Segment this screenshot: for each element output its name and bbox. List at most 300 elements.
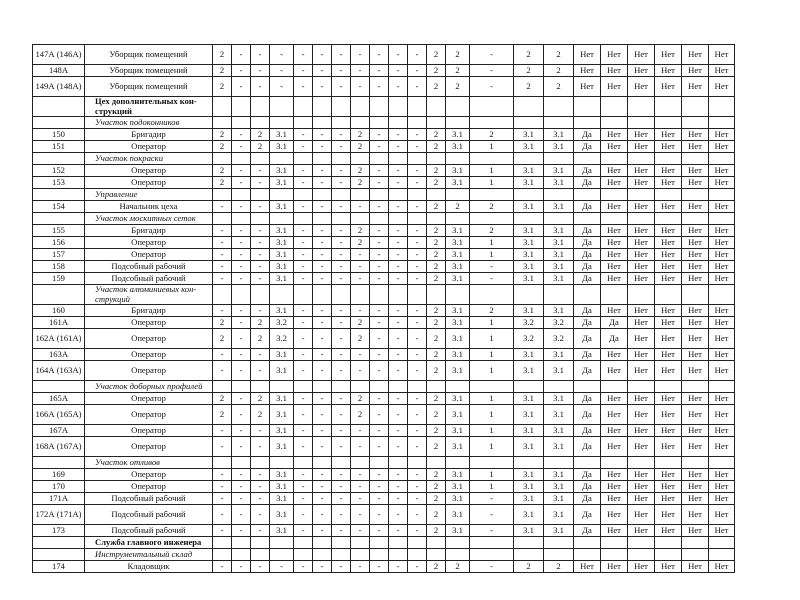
value-cell: - — [332, 505, 351, 525]
value-cell: - — [313, 561, 332, 573]
value-cell: 3.1 — [270, 305, 294, 317]
empty-cell — [682, 153, 709, 165]
value-cell: Нет — [655, 65, 682, 77]
value-cell: Нет — [628, 165, 655, 177]
value-cell: - — [408, 45, 427, 65]
empty-cell — [514, 381, 544, 393]
value-cell: - — [313, 129, 332, 141]
empty-cell — [251, 189, 270, 201]
value-cell: Нет — [628, 77, 655, 97]
value-cell: 2 — [251, 329, 270, 349]
value-cell: 3.1 — [514, 469, 544, 481]
value-cell: - — [408, 437, 427, 457]
value-cell: 2 — [351, 329, 370, 349]
value-cell: Да — [574, 249, 601, 261]
value-cell: 2 — [427, 305, 446, 317]
value-cell: Нет — [628, 405, 655, 425]
empty-cell — [370, 153, 389, 165]
value-cell: - — [408, 77, 427, 97]
value-cell: - — [232, 361, 251, 381]
value-cell: 3.1 — [446, 493, 470, 505]
value-cell: Нет — [709, 393, 735, 405]
value-cell: Нет — [601, 249, 628, 261]
value-cell: Нет — [682, 77, 709, 97]
value-cell: - — [408, 493, 427, 505]
value-cell: 2 — [351, 177, 370, 189]
value-cell: Нет — [709, 405, 735, 425]
value-cell: 2 — [427, 317, 446, 329]
value-cell: Нет — [574, 561, 601, 573]
position-name: Подсобный рабочий — [85, 493, 213, 505]
section-title: Управление — [85, 189, 213, 201]
value-cell: - — [294, 437, 313, 457]
empty-cell — [351, 97, 370, 117]
value-cell: 2 — [446, 561, 470, 573]
value-cell: Нет — [682, 493, 709, 505]
value-cell: - — [232, 317, 251, 329]
value-cell: - — [232, 261, 251, 273]
value-cell: - — [313, 141, 332, 153]
value-cell: - — [313, 45, 332, 65]
empty-cell — [332, 285, 351, 305]
empty-cell — [408, 189, 427, 201]
value-cell: 3.1 — [446, 225, 470, 237]
value-cell: - — [408, 425, 427, 437]
table-row — [33, 505, 735, 525]
empty-cell — [213, 381, 232, 393]
value-cell: 3.1 — [270, 261, 294, 273]
row-number: 152 — [33, 165, 85, 177]
value-cell: - — [408, 65, 427, 77]
position-name: Оператор — [85, 437, 213, 457]
empty-cell — [351, 153, 370, 165]
value-cell: Нет — [628, 505, 655, 525]
value-cell: 2 — [427, 469, 446, 481]
position-name: Бригадир — [85, 225, 213, 237]
empty-cell — [514, 537, 544, 549]
value-cell: 1 — [470, 249, 514, 261]
value-cell: 2 — [514, 561, 544, 573]
empty-cell — [446, 457, 470, 469]
empty-cell — [294, 549, 313, 561]
value-cell: - — [232, 505, 251, 525]
section-title: Инструментальный склад — [85, 549, 213, 561]
value-cell: Нет — [709, 261, 735, 273]
value-cell: Нет — [601, 469, 628, 481]
empty-cell — [313, 549, 332, 561]
value-cell: Нет — [655, 469, 682, 481]
value-cell: 1 — [470, 425, 514, 437]
value-cell: Да — [574, 225, 601, 237]
value-cell: - — [313, 393, 332, 405]
value-cell: Нет — [655, 201, 682, 213]
value-cell: - — [251, 505, 270, 525]
value-cell: 3.1 — [544, 361, 574, 381]
value-cell: Нет — [628, 469, 655, 481]
section-header-row — [33, 189, 735, 201]
empty-cell — [370, 285, 389, 305]
value-cell: - — [294, 45, 313, 65]
value-cell: Нет — [682, 505, 709, 525]
value-cell: Нет — [682, 141, 709, 153]
value-cell: - — [370, 65, 389, 77]
value-cell: - — [213, 437, 232, 457]
row-number: 161А — [33, 317, 85, 329]
empty-cell — [408, 285, 427, 305]
empty-cell — [655, 97, 682, 117]
value-cell: Нет — [655, 329, 682, 349]
row-number: 172А (171А) — [33, 505, 85, 525]
value-cell: 2 — [213, 129, 232, 141]
empty-cell — [389, 117, 408, 129]
empty-cell — [709, 381, 735, 393]
value-cell: Нет — [655, 361, 682, 381]
value-cell: Нет — [628, 45, 655, 65]
table-row — [33, 273, 735, 285]
value-cell: - — [313, 201, 332, 213]
value-cell: 3.1 — [270, 165, 294, 177]
value-cell: 3.1 — [270, 437, 294, 457]
value-cell: 2 — [427, 165, 446, 177]
table-row — [33, 469, 735, 481]
value-cell: - — [332, 329, 351, 349]
empty-cell — [427, 97, 446, 117]
value-cell: 3.1 — [514, 129, 544, 141]
empty-cell — [270, 153, 294, 165]
empty-cell — [574, 457, 601, 469]
value-cell: - — [332, 165, 351, 177]
empty-cell — [427, 381, 446, 393]
section-header-row — [33, 285, 735, 305]
empty-cell — [514, 549, 544, 561]
value-cell: - — [389, 225, 408, 237]
value-cell: - — [270, 45, 294, 65]
value-cell: Нет — [655, 493, 682, 505]
empty-cell — [655, 537, 682, 549]
value-cell: - — [251, 493, 270, 505]
value-cell: - — [213, 237, 232, 249]
empty-cell — [574, 285, 601, 305]
value-cell: - — [313, 65, 332, 77]
value-cell: - — [332, 261, 351, 273]
empty-cell — [389, 549, 408, 561]
value-cell: 3.1 — [446, 405, 470, 425]
value-cell: - — [351, 261, 370, 273]
value-cell: Нет — [709, 525, 735, 537]
value-cell: Нет — [709, 481, 735, 493]
empty-cell — [270, 97, 294, 117]
value-cell: Нет — [601, 273, 628, 285]
value-cell: 3.1 — [270, 361, 294, 381]
empty-cell — [332, 213, 351, 225]
value-cell: 3.1 — [544, 177, 574, 189]
table-row — [33, 361, 735, 381]
value-cell: 3.2 — [514, 329, 544, 349]
empty-cell — [514, 97, 544, 117]
empty-cell — [427, 285, 446, 305]
value-cell: - — [332, 349, 351, 361]
position-name: Оператор — [85, 393, 213, 405]
empty-cell — [213, 153, 232, 165]
value-cell: 3.1 — [514, 261, 544, 273]
value-cell: - — [408, 469, 427, 481]
value-cell: - — [332, 393, 351, 405]
value-cell: - — [251, 273, 270, 285]
value-cell: 3.1 — [544, 305, 574, 317]
empty-cell — [682, 549, 709, 561]
value-cell: 3.1 — [544, 505, 574, 525]
value-cell: Да — [574, 481, 601, 493]
value-cell: - — [408, 481, 427, 493]
row-number: 149А (148А) — [33, 77, 85, 97]
empty-cell — [33, 381, 85, 393]
value-cell: Нет — [682, 305, 709, 317]
value-cell: 3.1 — [544, 225, 574, 237]
empty-cell — [270, 381, 294, 393]
value-cell: 2 — [427, 437, 446, 457]
value-cell: 2 — [427, 201, 446, 213]
empty-cell — [574, 537, 601, 549]
empty-cell — [33, 213, 85, 225]
value-cell: Нет — [682, 437, 709, 457]
empty-cell — [514, 189, 544, 201]
empty-cell — [544, 189, 574, 201]
value-cell: Нет — [655, 273, 682, 285]
value-cell: - — [389, 129, 408, 141]
value-cell: - — [370, 469, 389, 481]
row-number: 162А (161А) — [33, 329, 85, 349]
value-cell: - — [232, 129, 251, 141]
value-cell: - — [351, 273, 370, 285]
row-number: 171А — [33, 493, 85, 505]
empty-cell — [709, 549, 735, 561]
table-row — [33, 305, 735, 317]
empty-cell — [332, 549, 351, 561]
value-cell: - — [408, 249, 427, 261]
value-cell: 3.1 — [446, 237, 470, 249]
value-cell: Нет — [655, 249, 682, 261]
value-cell: - — [213, 361, 232, 381]
value-cell: - — [470, 273, 514, 285]
value-cell: Нет — [655, 77, 682, 97]
value-cell: 1 — [470, 349, 514, 361]
empty-cell — [232, 213, 251, 225]
value-cell: 3.1 — [270, 225, 294, 237]
value-cell: 3.1 — [446, 177, 470, 189]
value-cell: Нет — [709, 349, 735, 361]
value-cell: - — [370, 45, 389, 65]
value-cell: - — [313, 405, 332, 425]
empty-cell — [251, 457, 270, 469]
empty-cell — [313, 537, 332, 549]
value-cell: - — [370, 493, 389, 505]
value-cell: 3.1 — [544, 425, 574, 437]
value-cell: - — [408, 317, 427, 329]
value-cell: - — [313, 177, 332, 189]
value-cell: 2 — [427, 273, 446, 285]
value-cell: Нет — [655, 129, 682, 141]
value-cell: - — [313, 249, 332, 261]
value-cell: Нет — [601, 425, 628, 437]
value-cell: 2 — [427, 177, 446, 189]
value-cell: 3.1 — [270, 525, 294, 537]
value-cell: Нет — [709, 329, 735, 349]
value-cell: - — [370, 249, 389, 261]
section-title: Цех дополнительных кон-струкций — [85, 97, 213, 117]
value-cell: 1 — [470, 329, 514, 349]
value-cell: 3.2 — [270, 317, 294, 329]
value-cell: - — [294, 525, 313, 537]
value-cell: 1 — [470, 361, 514, 381]
value-cell: - — [370, 225, 389, 237]
empty-cell — [574, 549, 601, 561]
value-cell: Нет — [682, 561, 709, 573]
empty-cell — [470, 117, 514, 129]
value-cell: - — [213, 261, 232, 273]
position-name: Оператор — [85, 249, 213, 261]
empty-cell — [370, 213, 389, 225]
value-cell: Нет — [682, 317, 709, 329]
position-name: Оператор — [85, 469, 213, 481]
value-cell: - — [408, 505, 427, 525]
position-name: Начальник цеха — [85, 201, 213, 213]
value-cell: - — [389, 329, 408, 349]
empty-cell — [270, 213, 294, 225]
value-cell: - — [251, 225, 270, 237]
value-cell: - — [251, 65, 270, 77]
value-cell: - — [408, 361, 427, 381]
empty-cell — [544, 213, 574, 225]
value-cell: - — [332, 65, 351, 77]
empty-cell — [544, 549, 574, 561]
value-cell: - — [270, 77, 294, 97]
empty-cell — [655, 117, 682, 129]
value-cell: - — [389, 317, 408, 329]
value-cell: - — [389, 273, 408, 285]
value-cell: Нет — [682, 361, 709, 381]
value-cell: Нет — [709, 317, 735, 329]
value-cell: - — [470, 493, 514, 505]
value-cell: - — [389, 437, 408, 457]
empty-cell — [709, 537, 735, 549]
empty-cell — [313, 189, 332, 201]
value-cell: - — [389, 361, 408, 381]
value-cell: - — [232, 177, 251, 189]
value-cell: 2 — [213, 329, 232, 349]
empty-cell — [446, 117, 470, 129]
empty-cell — [709, 97, 735, 117]
value-cell: - — [332, 177, 351, 189]
empty-cell — [351, 537, 370, 549]
value-cell: Нет — [682, 201, 709, 213]
value-cell: - — [313, 317, 332, 329]
empty-cell — [628, 153, 655, 165]
value-cell: - — [389, 165, 408, 177]
empty-cell — [313, 153, 332, 165]
value-cell: Нет — [574, 45, 601, 65]
value-cell: - — [332, 273, 351, 285]
value-cell: 3.1 — [514, 425, 544, 437]
value-cell: 3.1 — [514, 273, 544, 285]
value-cell: Нет — [601, 305, 628, 317]
value-cell: Нет — [709, 493, 735, 505]
value-cell: - — [213, 273, 232, 285]
position-name: Оператор — [85, 237, 213, 249]
value-cell: - — [332, 405, 351, 425]
empty-cell — [470, 153, 514, 165]
table-row — [33, 237, 735, 249]
empty-cell — [628, 549, 655, 561]
value-cell: Да — [574, 425, 601, 437]
value-cell: Нет — [655, 405, 682, 425]
value-cell: - — [251, 165, 270, 177]
table-row — [33, 405, 735, 425]
value-cell: Нет — [709, 361, 735, 381]
section-header-row — [33, 457, 735, 469]
empty-cell — [270, 549, 294, 561]
value-cell: - — [232, 425, 251, 437]
value-cell: 2 — [427, 505, 446, 525]
value-cell: - — [313, 469, 332, 481]
value-cell: Нет — [628, 305, 655, 317]
value-cell: 2 — [427, 65, 446, 77]
position-name: Оператор — [85, 329, 213, 349]
empty-cell — [709, 285, 735, 305]
value-cell: - — [332, 141, 351, 153]
value-cell: Да — [574, 261, 601, 273]
value-cell: - — [370, 237, 389, 249]
empty-cell — [251, 97, 270, 117]
value-cell: - — [251, 249, 270, 261]
value-cell: 2 — [427, 249, 446, 261]
value-cell: - — [370, 201, 389, 213]
value-cell: - — [351, 45, 370, 65]
value-cell: 3.1 — [514, 493, 544, 505]
empty-cell — [389, 213, 408, 225]
position-name: Уборщик помещений — [85, 45, 213, 65]
value-cell: Нет — [682, 249, 709, 261]
value-cell: 3.1 — [514, 525, 544, 537]
value-cell: Нет — [655, 437, 682, 457]
value-cell: Да — [574, 129, 601, 141]
position-name: Подсобный рабочий — [85, 525, 213, 537]
empty-cell — [628, 381, 655, 393]
value-cell: Нет — [682, 525, 709, 537]
value-cell: - — [270, 561, 294, 573]
value-cell: - — [313, 261, 332, 273]
value-cell: - — [389, 249, 408, 261]
value-cell: 3.1 — [446, 425, 470, 437]
value-cell: Нет — [601, 77, 628, 97]
value-cell: Нет — [601, 525, 628, 537]
empty-cell — [313, 97, 332, 117]
value-cell: Нет — [601, 561, 628, 573]
empty-cell — [232, 97, 251, 117]
value-cell: - — [370, 437, 389, 457]
section-title: Участок москитных сеток — [85, 213, 213, 225]
value-cell: 3.1 — [514, 349, 544, 361]
value-cell: - — [370, 177, 389, 189]
value-cell: - — [351, 481, 370, 493]
value-cell: - — [389, 305, 408, 317]
empty-cell — [470, 549, 514, 561]
table-row — [33, 561, 735, 573]
value-cell: - — [213, 349, 232, 361]
empty-cell — [427, 213, 446, 225]
value-cell: - — [313, 165, 332, 177]
table-row — [33, 425, 735, 437]
value-cell: - — [232, 561, 251, 573]
